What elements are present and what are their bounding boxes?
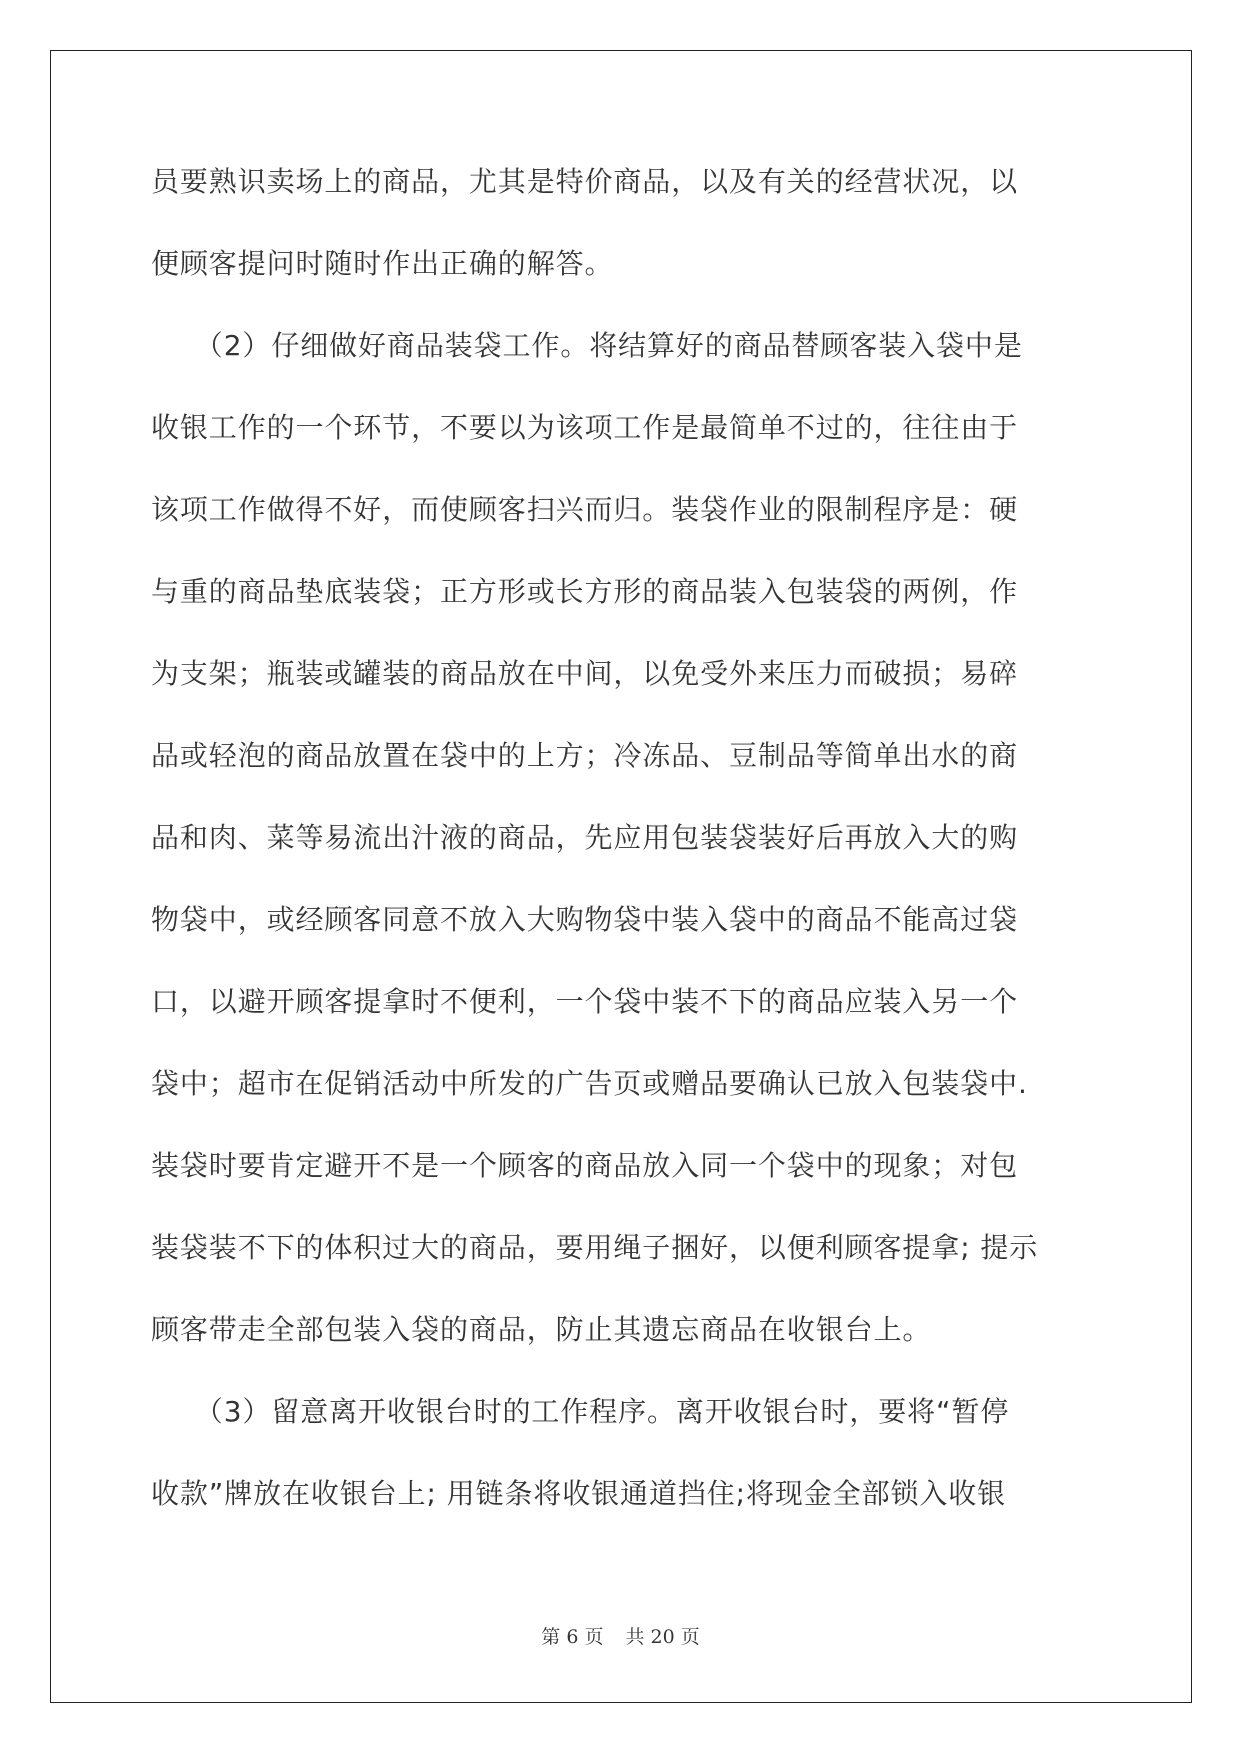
page-footer (0, 1622, 1241, 1649)
text-line: 品和肉、菜等易流出汁液的商品，先应用包装袋装好后再放入大的购 (151, 821, 1019, 854)
text-line: 装袋时要肯定避开不是一个顾客的商品放入同一个袋中的现象；对包 (151, 1149, 1019, 1182)
text-line: 员要熟识卖场上的商品，尤其是特价商品，以及有关的经营状况，以 (151, 165, 1019, 198)
page-number-label: 第 6 页 (541, 1626, 604, 1648)
document-body (151, 162, 1091, 1556)
total-pages-label: 共 20 页 (625, 1626, 700, 1648)
text-line: 口，以避开顾客提拿时不便利，一个袋中装不下的商品应装入另一个 (151, 985, 1019, 1018)
text-line: 收银工作的一个环节，不要以为该项工作是最简单不过的，往往由于 (151, 411, 1019, 444)
text-line: 与重的商品垫底装袋；正方形或长方形的商品装入包装袋的两例，作 (151, 575, 1019, 608)
text-line: 该项工作做得不好，而使顾客扫兴而归。装袋作业的限制程序是：硬 (151, 493, 1019, 526)
text-line: 装袋装不下的体积过大的商品，要用绳子捆好，以便利顾客提拿; 提示 (151, 1231, 1039, 1264)
text-line: 顾客带走全部包装入袋的商品，防止其遗忘商品在收银台上。 (151, 1313, 932, 1346)
text-line: （3）留意离开收银台时的工作程序。离开收银台时，要将“暂停 (151, 1395, 1010, 1428)
text-line: 为支架；瓶装或罐装的商品放在中间，以免受外来压力而破损；易碎 (151, 657, 1019, 690)
text-line: 便顾客提问时随时作出正确的解答。 (151, 247, 614, 280)
text-line: （2）仔细做好商品装袋工作。将结算好的商品替顾客装入袋中是 (151, 329, 1023, 362)
text-line: 收款”牌放在收银台上; 用链条将收银通道挡住;将现金全部锁入收银 (151, 1477, 1007, 1510)
text-line: 袋中；超市在促销活动中所发的广告页或赠品要确认已放入包装袋中. (151, 1067, 1028, 1100)
text-line: 物袋中，或经顾客同意不放入大购物袋中装入袋中的商品不能高过袋 (151, 903, 1019, 936)
text-line: 品或轻泡的商品放置在袋中的上方；冷冻品、豆制品等简单出水的商 (151, 739, 1019, 772)
